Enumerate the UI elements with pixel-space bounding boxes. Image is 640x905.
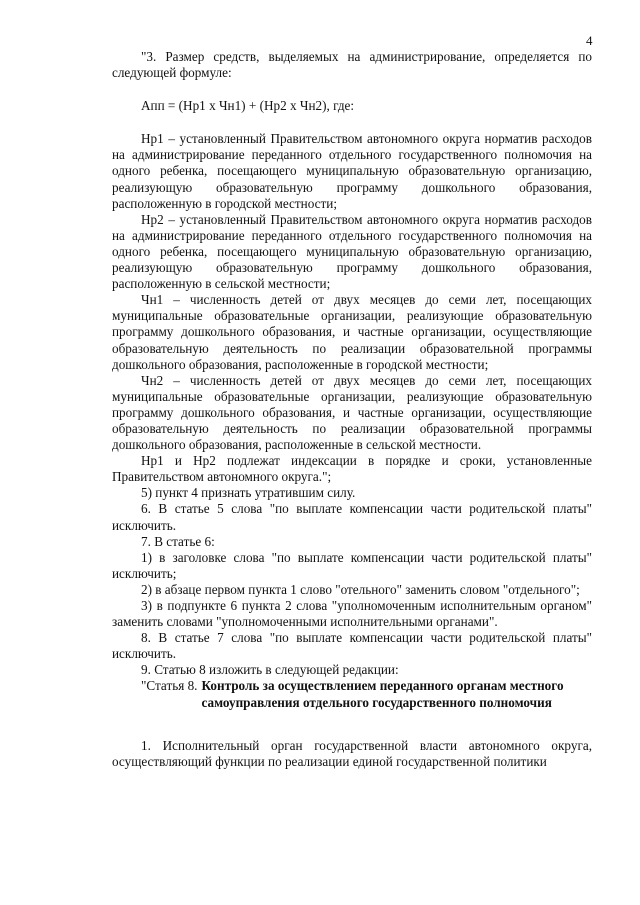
article-heading-title: Контроль за осуществлением переданного органам местного самоуправления отдельного государственного полномочия (201, 678, 564, 710)
article-heading-prefix: "Статья 8. (141, 678, 198, 694)
paragraph: Чн1 – численность детей от двух месяцев до семи лет, посещающих муниципальные образовательные организации, реализующие образовательную программу дошкольного образования, и частные организации, осуществляющие образовательную деятельность по реализации образовательной программы дошкольного образования, расположенные в городской местности; (112, 292, 592, 372)
paragraph: 9. Статью 8 изложить в следующей редакции: (141, 662, 399, 678)
page-number: 4 (586, 33, 593, 48)
paragraph: 1) в заголовке слова "по выплате компенсации части родительской платы" исключить; (112, 549, 592, 581)
paragraph: 5) пункт 4 признать утратившим силу. (141, 485, 356, 501)
paragraph: 3) в подпункте 6 пункта 2 слова "уполномоченным исполнительным органом" заменить словами "уполномоченными исполнительными органами". (112, 598, 592, 630)
paragraph: Чн2 – численность детей от двух месяцев до семи лет, посещающих муниципальные образовательные организации, реализующие образовательную программу дошкольного образования, и частные организации, осуществляющие образовательную деятельность по реализации образовательной программы дошкольного образования, расположенные в сельской местности. (112, 372, 592, 453)
article-heading (112, 678, 592, 710)
paragraph: 8. В статье 7 слова "по выплате компенсации части родительской платы" исключить. (112, 630, 592, 662)
paragraph: 2) в абзаце первом пункта 1 слово "отельного" заменить словом "отдельного"; (141, 581, 580, 597)
paragraph: Нр2 – установленный Правительством автономного округа норматив расходов на администрирование переданного отдельного государственного полномочия на одного ребенка, посещающего муниципальную образовательную организацию, реализующую образовательную программу дошкольного образования, расположенную в сельской местности; (112, 211, 592, 292)
paragraph: "3. Размер средств, выделяемых на администрирование, определяется по следующей формуле: (112, 49, 592, 81)
paragraph: Нр1 – установленный Правительством автономного округа норматив расходов на администрирование переданного отдельного государственного полномочия на одного ребенка, посещающего муниципальную образовательную организацию, реализующую образовательную программу дошкольного образования, расположенную в городской местности; (112, 131, 592, 211)
paragraph: 7. В статье 6: (141, 533, 215, 549)
paragraph: 6. В статье 5 слова "по выплате компенсации части родительской платы" исключить. (112, 501, 592, 533)
paragraph: Нр1 и Нр2 подлежат индексации в порядке и сроки, установленные Правительством автономного округа."; (112, 453, 592, 485)
document-body (112, 49, 592, 770)
formula: Апп = (Нр1 x Чн1) + (Нр2 x Чн2), где: (141, 98, 355, 114)
paragraph: 1. Исполнительный орган государственной власти автономного округа, осуществляющий функции по реализации единой государственной политики (112, 737, 592, 769)
